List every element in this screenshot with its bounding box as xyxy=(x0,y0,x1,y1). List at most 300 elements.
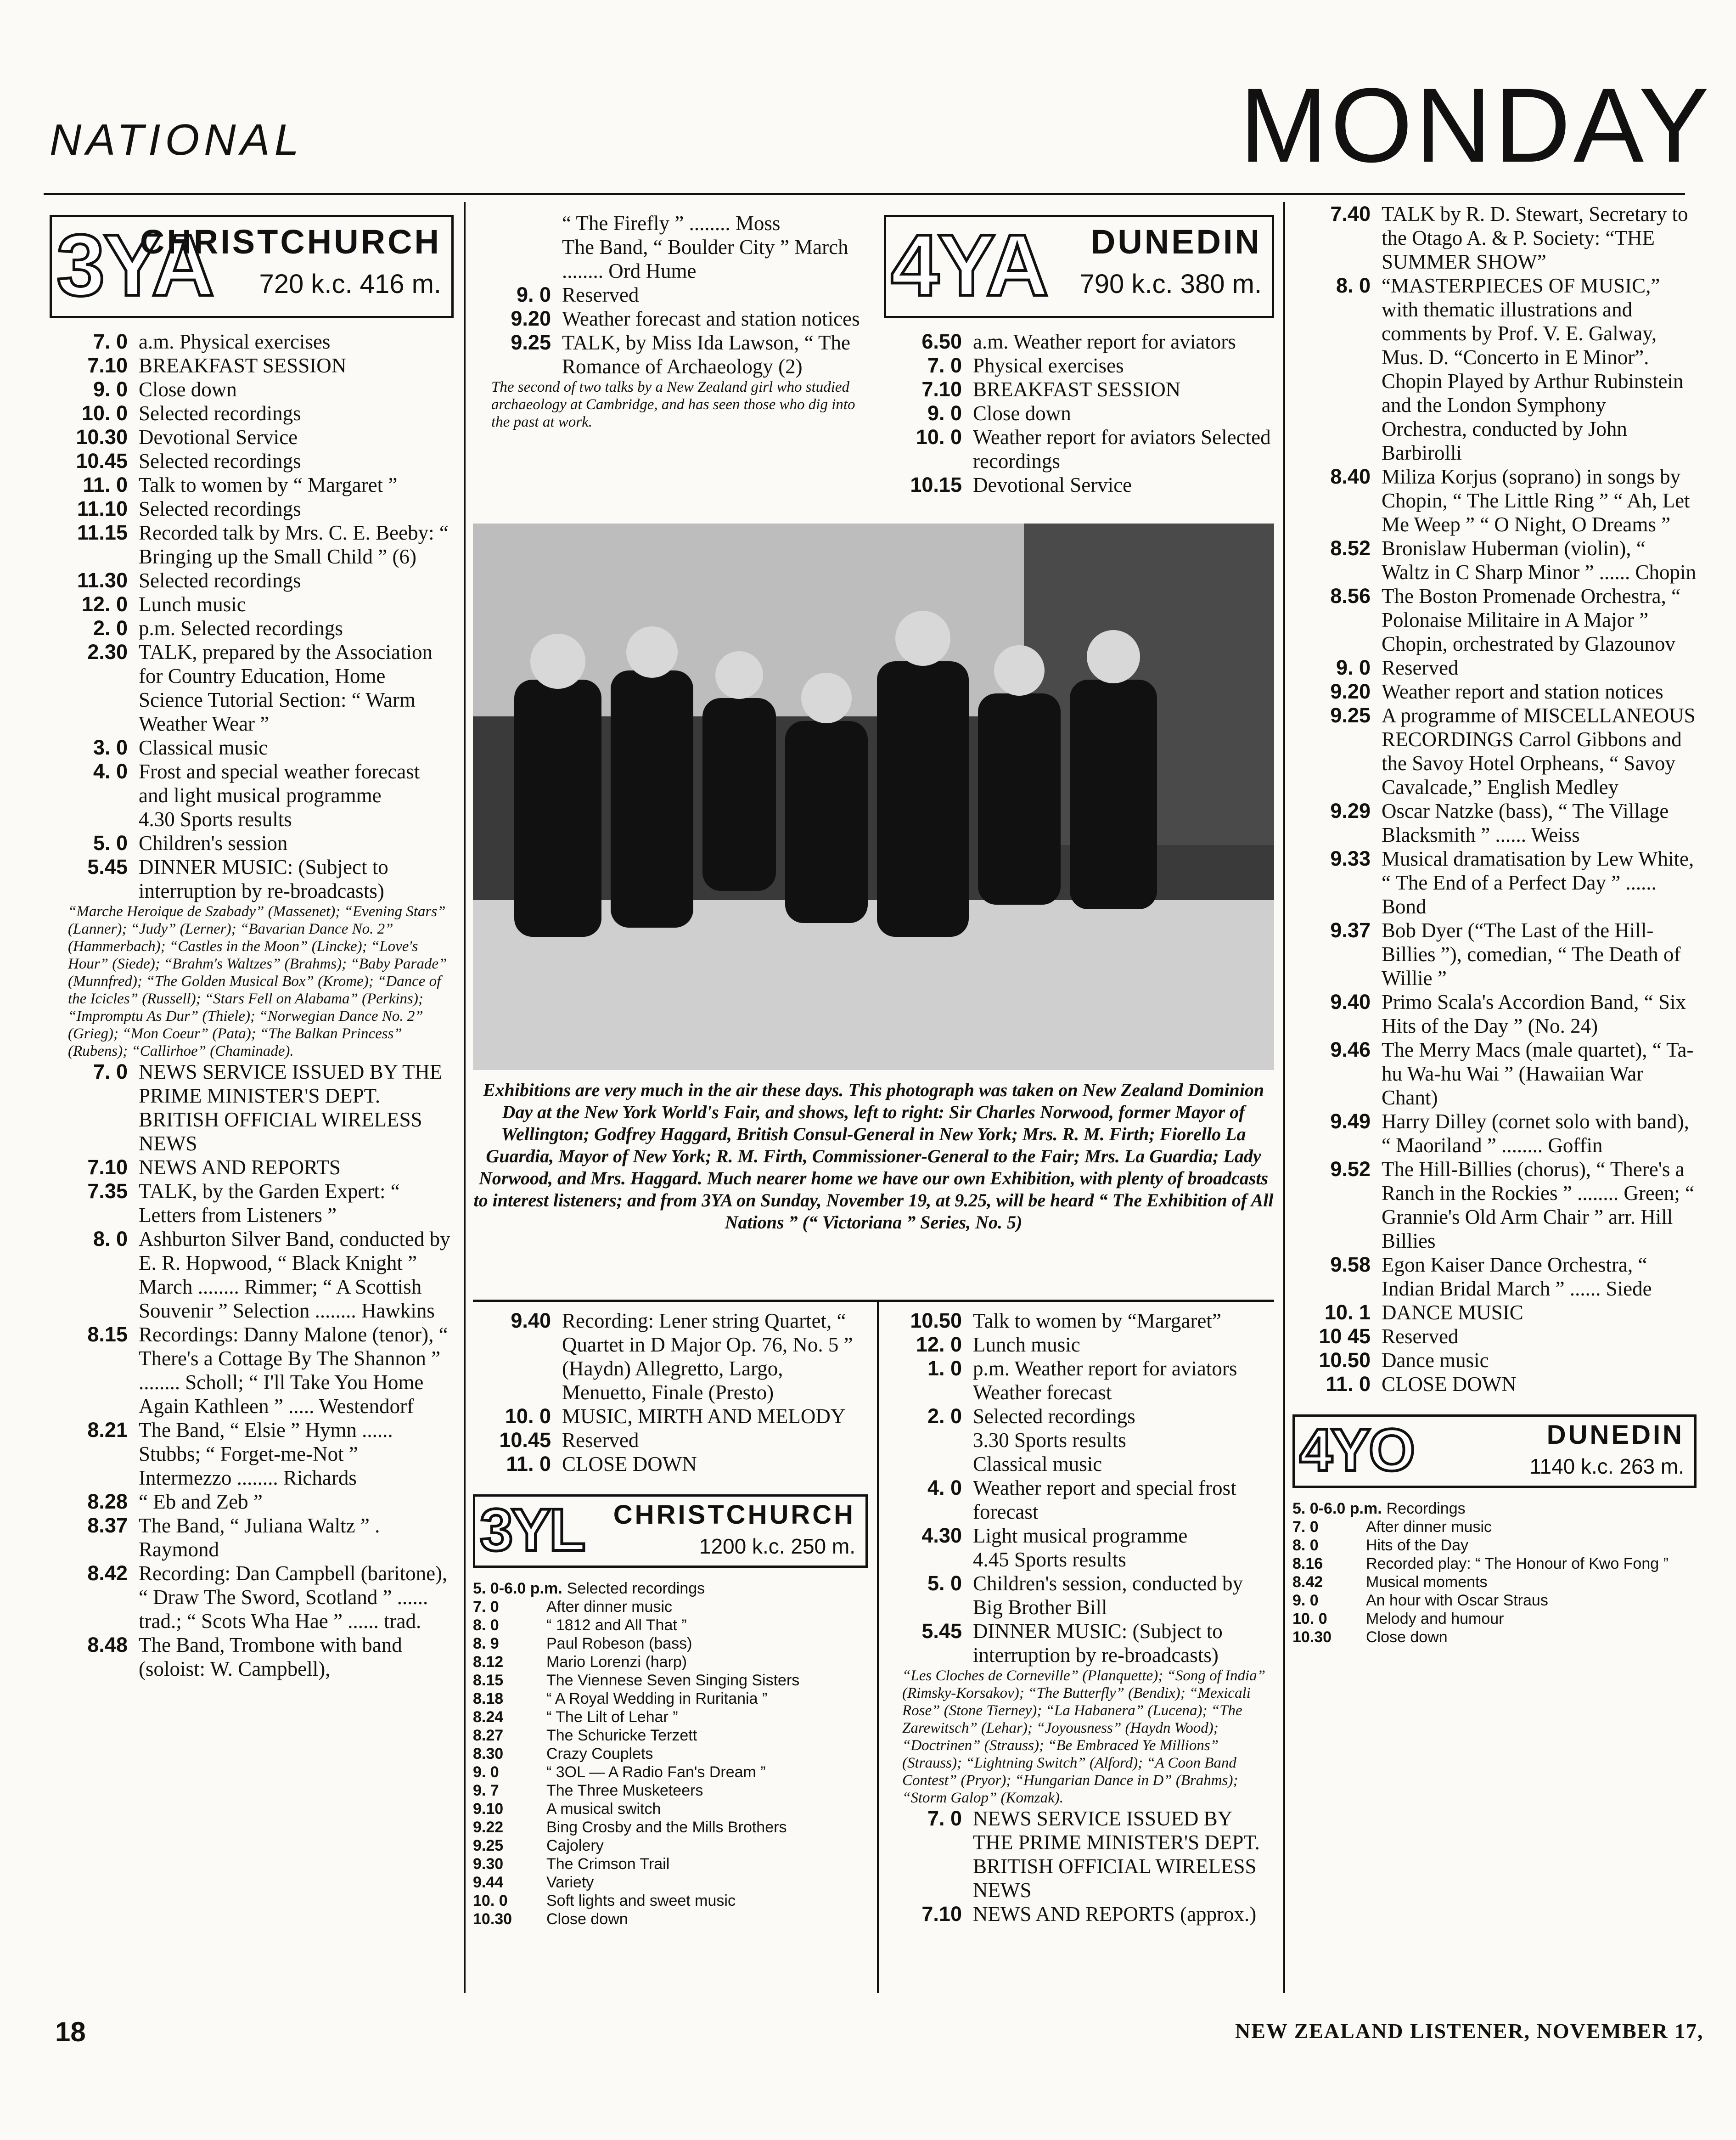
programme-time: 9.46 xyxy=(1330,1038,1371,1061)
programme-row xyxy=(473,1855,868,1873)
programme-time: 7. 0 xyxy=(1292,1518,1319,1536)
programme-title: Classical music xyxy=(973,1453,1102,1475)
programme-time: 9.40 xyxy=(511,1309,551,1332)
programme-row xyxy=(884,1333,1274,1357)
programme-time: 5. 0-6.0 p.m. xyxy=(1292,1500,1382,1517)
programme-row xyxy=(50,1323,454,1418)
programme-list-4yo xyxy=(1292,1499,1697,1646)
programme-title: Devotional Service xyxy=(139,426,298,449)
programme-time: 10.30 xyxy=(473,1910,512,1928)
programme-row xyxy=(1292,1554,1697,1573)
programme-time: 8.52 xyxy=(1330,536,1371,560)
programme-title: p.m. Weather report for aviators Weather forecast xyxy=(973,1357,1237,1404)
programme-title: Selected recordings xyxy=(567,1580,705,1597)
programme-row xyxy=(50,1179,454,1227)
programme-time: 7.10 xyxy=(87,1155,128,1179)
programme-time: 8. 0 xyxy=(473,1616,499,1634)
programme-row xyxy=(473,1616,868,1634)
programme-title: Melody and humour xyxy=(1366,1610,1504,1628)
programme-title: Devotional Service xyxy=(973,473,1132,496)
programme-title: An hour with Oscar Straus xyxy=(1366,1592,1548,1609)
programme-time: 9.44 xyxy=(473,1874,504,1891)
programme-row xyxy=(50,831,454,855)
programme-row xyxy=(1292,1038,1697,1109)
programme-time: 11. 0 xyxy=(506,1452,551,1475)
programme-row xyxy=(473,1579,868,1598)
programme-row xyxy=(50,1227,454,1323)
programme-title: Weather forecast and station notices xyxy=(562,307,860,330)
programme-title: Bing Crosby and the Mills Brothers xyxy=(546,1819,787,1836)
programme-title: Light musical programme xyxy=(973,1524,1188,1547)
programme-time: 9.20 xyxy=(1330,680,1371,703)
programme-title: Recording: Dan Campbell (baritone), “ Draw The Sword, Scotland ” ...... trad.; “ Scots Wha Hae ” ...... trad. xyxy=(139,1562,448,1633)
programme-time: 9.10 xyxy=(473,1800,504,1818)
programme-row xyxy=(50,855,454,903)
programme-row xyxy=(1292,847,1697,918)
programme-row xyxy=(50,1155,454,1179)
programme-time: 4.30 xyxy=(921,1524,962,1547)
programme-title: A programme of MISCELLANEOUS RECORDINGS Carrol Gibbons and the Savoy Hotel Orpheans, “ Savoy Cavalcade,” English Medley xyxy=(1382,704,1696,799)
programme-title: Oscar Natzke (bass), “ The Village Blacksmith ” ...... Weiss xyxy=(1382,800,1669,846)
station-city: DUNEDIN xyxy=(1090,223,1262,261)
programme-title: Miliza Korjus (soprano) in songs by Chopin, “ The Little Ring ” “ Ah, Let Me Weep ” “ O Night, O Dreams ” xyxy=(1382,465,1690,536)
programme-time: 8.24 xyxy=(473,1708,504,1726)
programme-title: Children's session xyxy=(139,832,288,855)
programme-row xyxy=(473,1653,868,1671)
dinner-music-note: “Marche Heroique de Szabady” (Massenet); “Evening Stars” (Lanner); “Judy” (Lerner); “Bavarian Dance No. 2” (Hammerbach); “Castles in the Moon” (Lincke); “Love's Hour” (Siede); “Brahm's Waltzes” (Brahms); “Baby Parade” (Munnfred); “The Golden Musical Box” (Krome); “Dance of the Icicles” (Russell); “Stars Fell on Alabama” (Perkins); “Impromptu As Dur” (Thiele); “Norwegian Dance No. 2” (Grieg); “Mon Coeur” (Pata); “The Balkan Princess” (Rubens); “Callirhoe” (Chaminade). xyxy=(68,903,447,1059)
programme-time: 8. 0 xyxy=(93,1227,128,1250)
station-callsign: 4YA xyxy=(891,217,1047,314)
programme-row xyxy=(1292,202,1697,274)
programme-title: Talk to women by “ Margaret ” xyxy=(139,473,398,496)
programme-title: “ 1812 and All That ” xyxy=(546,1616,687,1634)
programme-title: Selected recordings xyxy=(973,1405,1135,1428)
programme-time: 2. 0 xyxy=(927,1404,962,1428)
programme-title: Weather report for aviators Selected recordings xyxy=(973,426,1271,473)
programme-row xyxy=(50,377,454,401)
programme-row xyxy=(1292,1536,1697,1554)
programme-time: 9.25 xyxy=(511,331,551,354)
programme-row xyxy=(473,235,868,283)
programme-title: Classical music xyxy=(139,736,268,759)
programme-title: NEWS SERVICE ISSUED BY THE PRIME MINISTER'S DEPT. BRITISH OFFICIAL WIRELESS NEWS xyxy=(973,1807,1260,1902)
programme-time: 10. 0 xyxy=(81,401,128,425)
programme-time: 7.10 xyxy=(87,354,128,377)
programme-row xyxy=(1292,680,1697,704)
programme-row xyxy=(473,1745,868,1763)
programme-time: 12. 0 xyxy=(81,592,128,616)
programme-row xyxy=(50,473,454,497)
programme-row xyxy=(1292,274,1697,465)
programme-row xyxy=(884,354,1274,377)
column-divider-3 xyxy=(1283,202,1285,1993)
programme-row xyxy=(884,330,1274,354)
programme-title: CLOSE DOWN xyxy=(1382,1373,1517,1396)
station-city: DUNEDIN xyxy=(1546,1420,1684,1450)
programme-row xyxy=(1292,990,1697,1038)
programme-row xyxy=(1292,656,1697,680)
programme-title: BREAKFAST SESSION xyxy=(973,378,1181,401)
programme-time: 5. 0 xyxy=(927,1571,962,1595)
programme-row xyxy=(884,1902,1274,1926)
programme-time: 8.12 xyxy=(473,1653,504,1671)
programme-list-3ya-d xyxy=(473,1309,868,1476)
programme-title: 4.30 Sports results xyxy=(139,808,292,831)
programme-title: Primo Scala's Accordion Band, “ Six Hits of the Day ” (No. 24) xyxy=(1382,991,1686,1037)
column-4ya xyxy=(884,211,1274,497)
programme-title: Musical dramatisation by Lew White, “ The End of a Perfect Day ” ...... Bond xyxy=(1382,847,1694,918)
programme-row xyxy=(1292,1591,1697,1610)
programme-time: 9.33 xyxy=(1330,847,1371,870)
programme-time: 4. 0 xyxy=(93,760,128,783)
programme-time: 6.50 xyxy=(921,330,962,353)
programme-time: 9.20 xyxy=(511,307,551,330)
programme-time: 12. 0 xyxy=(916,1333,962,1356)
programme-list-3yl xyxy=(473,1579,868,1928)
programme-title: The Viennese Seven Singing Sisters xyxy=(546,1672,800,1689)
programme-title: Physical exercises xyxy=(973,354,1124,377)
programme-time: 9.29 xyxy=(1330,799,1371,822)
programme-row xyxy=(50,425,454,449)
programme-time: 5.45 xyxy=(87,855,128,879)
programme-title: Recording: Lener string Quartet, “ Quartet in D Major Op. 76, No. 5 ” (Haydn) Allegretto, Largo, Menuetto, Finale (Presto) xyxy=(562,1309,853,1404)
programme-row xyxy=(884,1548,1274,1571)
programme-row xyxy=(1292,1324,1697,1348)
programme-title: Selected recordings xyxy=(139,450,301,473)
programme-row xyxy=(473,1818,868,1836)
programme-row xyxy=(473,1708,868,1726)
programme-row xyxy=(50,449,454,473)
programme-row xyxy=(884,1404,1274,1428)
programme-row xyxy=(473,331,868,378)
programme-title: Children's session, conducted by Big Brother Bill xyxy=(973,1572,1243,1619)
programme-time: 8.21 xyxy=(87,1418,128,1442)
programme-row xyxy=(1292,704,1697,799)
programme-time: 2.30 xyxy=(87,640,128,664)
programme-row xyxy=(50,1561,454,1633)
programme-row xyxy=(1292,1253,1697,1301)
programme-title: Harry Dilley (cornet solo with band), “ Maoriland ” ........ Goffin xyxy=(1382,1110,1689,1157)
programme-time: 10.30 xyxy=(1292,1628,1332,1646)
programme-time: 10.45 xyxy=(76,449,128,473)
programme-title: Close down xyxy=(546,1910,628,1928)
programme-title: Weather report and special frost forecast xyxy=(973,1476,1236,1523)
programme-title: “ The Firefly ” ........ Moss xyxy=(562,212,781,235)
programme-time: 9.49 xyxy=(1330,1109,1371,1133)
programme-title: Close down xyxy=(139,378,237,401)
column-divider-2 xyxy=(877,1300,879,1993)
programme-time xyxy=(884,1548,973,1571)
programme-time: 10. 0 xyxy=(473,1892,508,1909)
programme-title: Ashburton Silver Band, conducted by E. R. Hopwood, “ Black Knight ” March ........ Rimmer; “ A Scottish Souvenir ” Selection ........ Hawkins xyxy=(139,1228,450,1322)
station-box-4yo xyxy=(1292,1414,1697,1488)
programme-row xyxy=(884,377,1274,401)
programme-title: Egon Kaiser Dance Orchestra, “ Indian Bridal March ” ...... Siede xyxy=(1382,1253,1652,1300)
programme-row xyxy=(884,1309,1274,1333)
programme-time: 5. 0-6.0 p.m. xyxy=(473,1580,562,1597)
programme-time: 10. 0 xyxy=(1292,1610,1327,1628)
programme-row xyxy=(50,1418,454,1490)
programme-time: 9.58 xyxy=(1330,1253,1371,1276)
programme-row xyxy=(1292,465,1697,536)
programme-title: Bronislaw Huberman (violin), “ Waltz in C Sharp Minor ” ...... Chopin xyxy=(1382,537,1697,584)
programme-row xyxy=(50,569,454,592)
column-4ya-evening xyxy=(1292,202,1697,1646)
top-rule xyxy=(44,193,1685,195)
programme-time: 9. 0 xyxy=(473,1763,499,1781)
programme-time: 9. 7 xyxy=(473,1782,499,1799)
programme-time: 10.15 xyxy=(910,473,962,496)
programme-title: Cajolery xyxy=(546,1837,604,1854)
programme-time: 7. 0 xyxy=(473,1598,499,1616)
programme-title: 3.30 Sports results xyxy=(973,1429,1126,1452)
programme-time: 8.48 xyxy=(87,1633,128,1656)
programme-list-4ya-d xyxy=(1292,202,1697,1396)
programme-title: a.m. Weather report for aviators xyxy=(973,330,1236,353)
programme-row xyxy=(473,1671,868,1689)
station-callsign: 3YL xyxy=(480,1496,584,1563)
programme-title: Paul Robeson (bass) xyxy=(546,1635,692,1652)
programme-row xyxy=(1292,536,1697,584)
programme-title: CLOSE DOWN xyxy=(562,1453,697,1475)
programme-title: Recorded play: “ The Honour of Kwo Fong ” xyxy=(1366,1555,1669,1572)
programme-title: a.m. Physical exercises xyxy=(139,330,331,353)
programme-row xyxy=(473,307,868,331)
programme-row xyxy=(50,736,454,760)
programme-title: NEWS SERVICE ISSUED BY THE PRIME MINISTER'S DEPT. BRITISH OFFICIAL WIRELESS NEWS xyxy=(139,1060,443,1155)
programme-time: 7. 0 xyxy=(927,1807,962,1830)
programme-time: 9.25 xyxy=(473,1837,504,1854)
programme-row xyxy=(473,1836,868,1855)
programme-title: Weather report and station notices xyxy=(1382,680,1663,703)
caption-rule xyxy=(473,1300,1274,1302)
programme-row xyxy=(884,1571,1274,1619)
programme-row xyxy=(473,1404,868,1428)
column-3ya-continued xyxy=(473,211,868,431)
programme-title: The Boston Promenade Orchestra, “ Polonaise Militaire in A Major ” Chopin, orchestrated by Glazounov xyxy=(1382,585,1681,655)
programme-row xyxy=(50,354,454,377)
programme-title: TALK, by the Garden Expert: “ Letters from Listeners ” xyxy=(139,1180,400,1227)
programme-list-3ya-b xyxy=(50,1060,454,1681)
programme-title: BREAKFAST SESSION xyxy=(139,354,347,377)
column-4ya-afternoon xyxy=(884,1309,1274,1926)
programme-time: 9.30 xyxy=(473,1855,504,1873)
station-frequency: 720 k.c. 416 m. xyxy=(259,269,441,299)
programme-title: Close down xyxy=(973,402,1071,425)
station-callsign: 3YA xyxy=(56,217,213,314)
programme-time: 10. 0 xyxy=(505,1404,551,1428)
programme-row xyxy=(1292,1518,1697,1536)
programme-row xyxy=(50,807,454,831)
programme-row xyxy=(50,521,454,569)
programme-time: 8.30 xyxy=(473,1745,504,1763)
programme-title: “ 3OL — A Radio Fan's Dream ” xyxy=(546,1763,766,1781)
programme-row xyxy=(473,211,868,235)
talk-note: The second of two talks by a New Zealand girl who studied archaeology at Cambridge, and has seen those who dig into the past at work. xyxy=(491,379,855,430)
station-frequency: 1140 k.c. 263 m. xyxy=(1529,1454,1684,1478)
programme-row xyxy=(1292,1610,1697,1628)
programme-title: Mario Lorenzi (harp) xyxy=(546,1653,687,1671)
photo-caption: Exhibitions are very much in the air these days. This photograph was taken on New Zealand Dominion Day at the New York World's Fair, and shows, left to right: Sir Charles Norwood, former Mayor of Wellington; Godfrey Haggard, British Consul-General in New York; Mrs. R. M. Firth; Fiorello La Guardia, Mayor of New York; R. M. Firth, Commissioner-General to the Fair; Mrs. La Guardia; Lady Norwood, and Mrs. Haggard. Much nearer home we have our own Exhibition, with plenty of broadcasts to interest listeners; and from 3YA on Sunday, November 19, at 9.25, will be heard “ The Exhibition of All Nations ” (“ Victoriana ” Series, No. 5) xyxy=(473,1080,1274,1233)
programme-row xyxy=(50,1060,454,1155)
programme-row xyxy=(1292,1109,1697,1157)
programme-row xyxy=(473,1428,868,1452)
programme-time: 10. 0 xyxy=(916,425,962,449)
programme-row xyxy=(884,1807,1274,1902)
programme-title: Frost and special weather forecast and light musical programme xyxy=(139,760,420,807)
programme-title: After dinner music xyxy=(1366,1518,1492,1536)
programme-time: 11.15 xyxy=(77,521,128,544)
programme-time: 9.22 xyxy=(473,1819,504,1836)
programme-time: 7. 0 xyxy=(93,1060,128,1083)
programme-time: 8.42 xyxy=(87,1561,128,1585)
programme-title: 4.45 Sports results xyxy=(973,1548,1126,1571)
programme-row xyxy=(473,1873,868,1892)
programme-row xyxy=(473,1634,868,1653)
programme-row xyxy=(50,401,454,425)
programme-title: Dance music xyxy=(1382,1349,1489,1372)
station-city: CHRISTCHURCH xyxy=(140,223,441,261)
programme-time: 7. 0 xyxy=(927,354,962,377)
exhibition-photo xyxy=(473,524,1274,1070)
programme-row xyxy=(473,1689,868,1708)
publication-footer: NEW ZEALAND LISTENER, NOVEMBER 17, xyxy=(1235,2019,1704,2043)
programme-title: A musical switch xyxy=(546,1800,661,1818)
programme-title: The Hill-Billies (chorus), “ There's a Ranch in the Rockies ” ........ Green; “ Grannie's Old Arm Chair ” arr. Hill Billies xyxy=(1382,1158,1695,1252)
programme-time: 7.35 xyxy=(87,1179,128,1203)
programme-title: DINNER MUSIC: (Subject to interruption by re-broadcasts) xyxy=(139,856,388,902)
programme-time: 11. 0 xyxy=(1326,1372,1371,1396)
programme-time: 3. 0 xyxy=(93,736,128,759)
programme-row xyxy=(1292,584,1697,656)
programme-row xyxy=(1292,1301,1697,1324)
programme-title: Crazy Couplets xyxy=(546,1745,653,1763)
programme-time: 11. 0 xyxy=(83,473,128,496)
programme-time: 2. 0 xyxy=(93,616,128,640)
programme-row xyxy=(1292,1372,1697,1396)
programme-time: 10.45 xyxy=(499,1428,551,1452)
programme-row xyxy=(473,283,868,307)
programme-title: TALK, prepared by the Association for Country Education, Home Science Tutorial Section: “ Warm Weather Wear ” xyxy=(139,641,433,735)
programme-title: “ Eb and Zeb ” xyxy=(139,1490,263,1513)
programme-time: 4. 0 xyxy=(927,1476,962,1499)
programme-time xyxy=(473,211,562,235)
programme-row xyxy=(884,1619,1274,1667)
programme-row xyxy=(473,1598,868,1616)
programme-row xyxy=(1292,1573,1697,1591)
programme-row xyxy=(1292,1348,1697,1372)
station-box-3ya xyxy=(50,215,454,318)
programme-time: 1. 0 xyxy=(927,1357,962,1380)
programme-title: Reserved xyxy=(562,283,639,306)
programme-title: p.m. Selected recordings xyxy=(139,617,343,640)
section-label: NATIONAL xyxy=(50,115,303,164)
programme-title: NEWS AND REPORTS xyxy=(139,1156,341,1179)
programme-title: Soft lights and sweet music xyxy=(546,1892,736,1909)
programme-title: TALK by R. D. Stewart, Secretary to the Otago A. & P. Society: “THE SUMMER SHOW” xyxy=(1382,203,1688,273)
programme-time: 7. 0 xyxy=(93,330,128,353)
programme-time: 9.52 xyxy=(1330,1157,1371,1181)
programme-title: TALK, by Miss Ida Lawson, “ The Romance of Archaeology (2) xyxy=(562,331,850,378)
station-box-3yl xyxy=(473,1494,868,1568)
programme-row xyxy=(884,1357,1274,1404)
programme-row xyxy=(50,1490,454,1514)
programme-list-3ya-c xyxy=(473,211,868,378)
programme-time: 9.37 xyxy=(1330,918,1371,942)
programme-title: DINNER MUSIC: (Subject to interruption by re-broadcasts) xyxy=(973,1620,1223,1667)
programme-row xyxy=(473,1309,868,1404)
programme-time: 8.27 xyxy=(473,1727,504,1744)
programme-title: Musical moments xyxy=(1366,1573,1488,1591)
programme-title: The Band, Trombone with band (soloist: W. Campbell), xyxy=(139,1633,402,1680)
programme-time: 8.42 xyxy=(1292,1573,1323,1591)
programme-title: Reserved xyxy=(1382,1325,1459,1348)
programme-title: Selected recordings xyxy=(139,402,301,425)
programme-row xyxy=(50,1514,454,1561)
programme-time: 11.30 xyxy=(77,569,128,592)
station-frequency: 790 k.c. 380 m. xyxy=(1079,269,1262,299)
programme-time: 7.10 xyxy=(921,1902,962,1926)
programme-row xyxy=(473,1452,868,1476)
programme-row xyxy=(1292,918,1697,990)
programme-title: The Band, “ Juliana Waltz ” . Raymond xyxy=(139,1514,380,1561)
programme-row xyxy=(884,1452,1274,1476)
programme-time: 8.18 xyxy=(473,1690,504,1707)
programme-time: 8.56 xyxy=(1330,584,1371,608)
programme-time: 9. 0 xyxy=(93,377,128,401)
programme-time: 9. 0 xyxy=(516,283,551,306)
programme-title: Talk to women by “Margaret” xyxy=(973,1309,1221,1332)
page-number: 18 xyxy=(55,2016,86,2047)
programme-list-4ya-a xyxy=(884,330,1274,497)
programme-time: 8.15 xyxy=(87,1323,128,1346)
programme-row xyxy=(884,473,1274,497)
programme-time: 10.30 xyxy=(76,425,128,449)
day-heading: MONDAY xyxy=(1240,66,1712,184)
programme-time: 8. 0 xyxy=(1292,1537,1319,1554)
programme-title: After dinner music xyxy=(546,1598,672,1616)
programme-title: The Three Musketeers xyxy=(546,1782,703,1799)
programme-row xyxy=(50,1633,454,1681)
programme-row xyxy=(473,1726,868,1745)
programme-row xyxy=(1292,1499,1697,1518)
programme-title: MUSIC, MIRTH AND MELODY xyxy=(562,1405,846,1428)
programme-row xyxy=(50,592,454,616)
programme-time: 11.10 xyxy=(77,497,128,520)
programme-time: 8.40 xyxy=(1330,465,1371,488)
programme-row xyxy=(1292,1157,1697,1253)
programme-time: 10. 1 xyxy=(1324,1301,1371,1324)
programme-time: 8.28 xyxy=(87,1490,128,1513)
programme-title: Recordings xyxy=(1386,1500,1466,1517)
programme-time: 10 45 xyxy=(1319,1324,1371,1348)
programme-title: DANCE MUSIC xyxy=(1382,1301,1523,1324)
programme-time: 7.40 xyxy=(1330,202,1371,225)
programme-row xyxy=(473,1763,868,1781)
programme-list-4ya-c xyxy=(884,1807,1274,1926)
column-divider-1 xyxy=(464,202,466,1993)
station-city: CHRISTCHURCH xyxy=(613,1500,855,1530)
programme-time: 8.37 xyxy=(87,1514,128,1537)
programme-time: 8. 0 xyxy=(1336,274,1371,297)
programme-row xyxy=(473,1800,868,1818)
programme-title: The Band, “ Boulder City ” March ........ Ord Hume xyxy=(562,236,848,282)
programme-title: The Schuricke Terzett xyxy=(546,1727,697,1744)
programme-time xyxy=(884,1452,973,1476)
station-box-4ya xyxy=(884,215,1274,318)
programme-list-4ya-b xyxy=(884,1309,1274,1667)
programme-title: Selected recordings xyxy=(139,497,301,520)
